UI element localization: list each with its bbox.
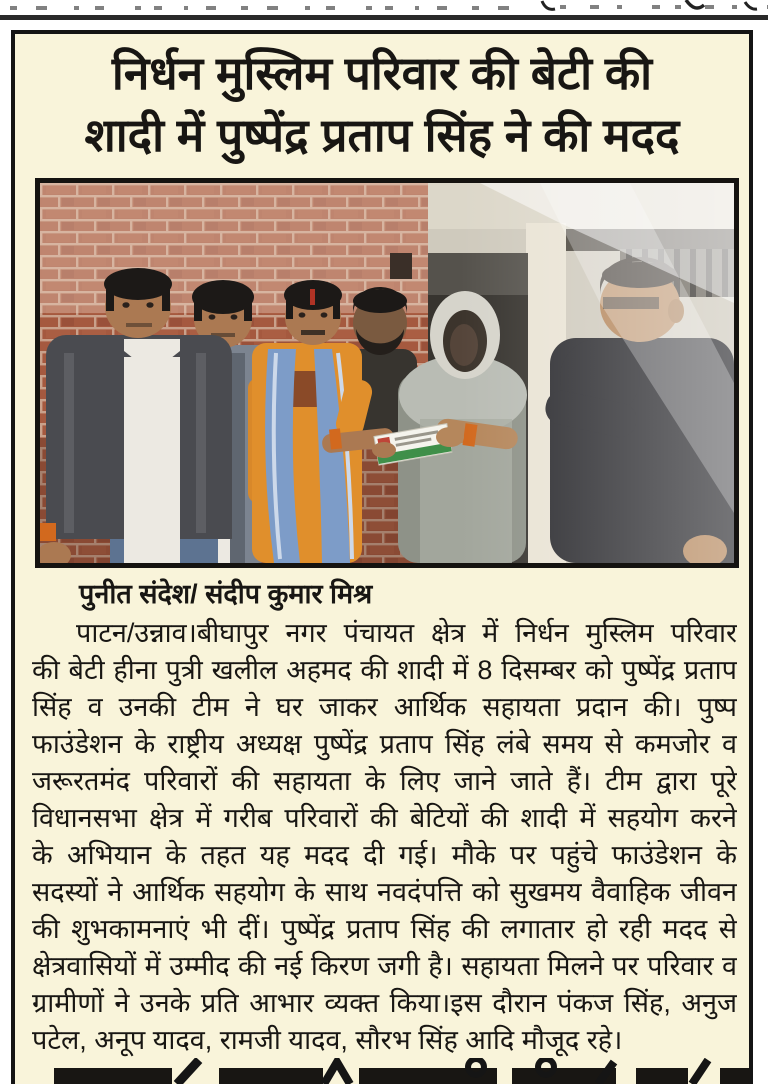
body-line: ग्रामीणों ने उनके प्रति आभार व्यक्त किया।इस दौरान पंकज सिंह, अनुज: [32, 988, 737, 1018]
wall-vent: [390, 253, 412, 279]
byline: पुनीत संदेश/ संदीप कुमार मिश्र: [79, 579, 373, 609]
article-body: [32, 615, 737, 1059]
tilak-mark: [310, 289, 315, 305]
article-box: [11, 30, 753, 1084]
body-line: सिंह व उनकी टीम ने घर जाकर आर्थिक सहायता प्रदान की। पुष्प: [32, 692, 737, 722]
body-line: पटेल, अनूप यादव, रामजी यादव, सौरभ सिंह आदि मौजूद रहे।: [32, 1025, 623, 1055]
giver-hand: [436, 427, 464, 447]
body-line: क्षेत्रवासियों में उम्मीद की नई किरण जगी है। सहायता मिलने पर परिवार व: [32, 951, 737, 981]
article-photo: [35, 178, 739, 568]
body-line: की बेटी हीना पुत्री खलील अहमद की शादी में 8 दिसम्बर को पुष्पेंद्र प्रताप: [32, 655, 737, 685]
cutoff-headline-fragment: [14, 1058, 754, 1084]
photo-illustration: [40, 183, 734, 563]
cropped-text-fragments-top: [0, 0, 768, 14]
headline: [15, 34, 749, 166]
body-line: के अभियान के तहत यह मदद दी गई। मौके पर पहुंचे फाउंडेशन के: [32, 840, 737, 870]
body-line: विधानसभा क्षेत्र में गरीब परिवारों की बेटियों की शादी में सहयोग करने: [32, 803, 737, 833]
body-line: जरूरतमंद परिवारों की सहायता के लिए जाने जाते हैं। टीम द्वारा पूरे: [32, 766, 737, 796]
light-haze: [460, 183, 734, 563]
headline-line-2: शादी में पुष्पेंद्र प्रताप सिंह ने की मदद: [84, 109, 680, 161]
body-line: पाटन/उन्नाव।बीघापुर नगर पंचायत क्षेत्र में निर्धन मुस्लिम परिवार: [76, 618, 737, 648]
recipient-hand: [372, 442, 396, 458]
body-line: की शुभकामनाएं भी दीं। पुष्पेंद्र प्रताप सिंह की लगातार हो रही मदद से: [32, 914, 737, 944]
divider-rule: [0, 15, 768, 20]
body-line: सदस्यों ने आर्थिक सहयोग के साथ नवदंपत्ति को सुखमय वैवाहिक जीवन: [32, 877, 737, 907]
headline-line-1: निर्धन मुस्लिम परिवार की बेटी की: [111, 47, 653, 99]
body-line: फाउंडेशन के राष्ट्रीय अध्यक्ष पुष्पेंद्र प्रताप सिंह लंबे समय से कमजोर व: [32, 729, 737, 759]
